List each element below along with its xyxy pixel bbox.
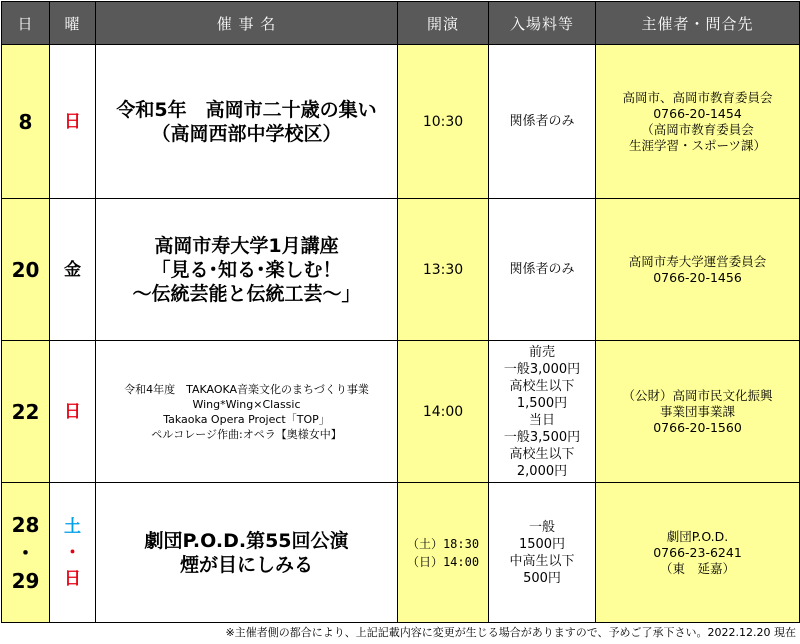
fee-line: 前売 [528, 344, 555, 360]
table-row [2, 341, 800, 483]
fee-line: 中高生以下 [509, 553, 575, 569]
event-name-line: Wing*Wing×Classic [192, 397, 301, 411]
weekday-cell [50, 483, 96, 623]
event-table [1, 1, 800, 623]
header-day: 日 [2, 2, 50, 45]
table-row [2, 483, 800, 623]
fee-line: 高校生以下 [509, 446, 575, 462]
weekday-separator: ・ [64, 542, 81, 563]
table-row [2, 199, 800, 341]
header-row [2, 2, 800, 45]
table-row [2, 45, 800, 199]
day-cell [2, 483, 50, 623]
fee-line: 2,000円 [516, 463, 568, 479]
day-cell [2, 45, 50, 199]
weekday-cell [50, 45, 96, 199]
day-cell [2, 199, 50, 341]
organizer-cell [596, 199, 800, 341]
footer-note: ※主催者側の都合により、上記記載内容に変更が生じる場合がありますので、予めご了承下さい。2022.12.20 現在 [225, 626, 796, 639]
fee-cell [489, 341, 596, 483]
fee-line: 関係者のみ [509, 114, 575, 129]
weekday-cell [50, 341, 96, 483]
weekday-cell [50, 199, 96, 341]
fee-line: 500円 [523, 570, 561, 586]
fee-line: 関係者のみ [509, 262, 575, 277]
day-number: 22 [11, 399, 40, 424]
organizer-line: 事業団事業課 [659, 403, 735, 419]
organizer-line: 0766-20-1456 [653, 269, 742, 285]
organizer-line: 劇団P.O.D. [666, 528, 729, 544]
header-event: 催 事 名 [96, 2, 398, 45]
event-name-cell [96, 341, 398, 483]
event-name-line: 「見る･知る･楽しむ！ [151, 258, 342, 281]
event-name-cell [96, 199, 398, 341]
header-organizer: 主催者・問合先 [596, 2, 800, 45]
fee-line: 当日 [528, 412, 555, 428]
fee-cell [489, 45, 596, 199]
header-fee: 入場料等 [489, 2, 596, 45]
start-time-cell [398, 45, 489, 199]
start-time: 10:30 [422, 113, 464, 130]
start-time: （日）14:00 [406, 554, 480, 569]
day-number: 8 [18, 109, 33, 134]
event-name-line: 高岡市寿大学1月講座 [154, 234, 339, 257]
start-time-cell [398, 483, 489, 623]
fee-line: 一般3,000円 [503, 361, 581, 377]
organizer-line: 高岡市、高岡市教育委員会 [622, 89, 773, 105]
start-time-cell [398, 199, 489, 341]
fee-line: 一般3,500円 [503, 429, 581, 445]
event-name-line: 令和5年 高岡市二十歳の集い [116, 98, 377, 121]
event-name-line: ペルコレージ作曲:オペラ【奥様女中】 [151, 427, 342, 441]
day-separator: ・ [15, 540, 36, 565]
day-number: 28 [11, 512, 40, 537]
event-name-line: 令和4年度 TAKAOKA音楽文化のまちづくり事業 [124, 382, 369, 396]
organizer-cell [596, 341, 800, 483]
organizer-cell [596, 45, 800, 199]
fee-line: 一般 [528, 519, 555, 535]
start-time: （土）18:30 [406, 536, 480, 551]
event-name-line: （高岡西部中学校区） [151, 122, 342, 145]
weekday-label: 日 [64, 568, 81, 589]
header-start: 開演 [398, 2, 489, 45]
organizer-line: 高岡市寿大学運営委員会 [628, 253, 767, 269]
start-time: 14:00 [422, 403, 464, 420]
fee-line: 1,500円 [516, 395, 568, 411]
organizer-line: （公財）高岡市民文化振興 [622, 387, 773, 403]
day-cell [2, 341, 50, 483]
day-number: 20 [11, 257, 40, 282]
fee-cell [489, 483, 596, 623]
event-name-line: 煙が目にしみる [179, 553, 313, 576]
organizer-line: 0766-20-1560 [653, 419, 742, 435]
organizer-line: 0766-20-1454 [653, 105, 742, 121]
organizer-cell [596, 483, 800, 623]
fee-line: 高校生以下 [509, 378, 575, 394]
event-name-line: ～伝統芸能と伝統工芸～」 [132, 282, 361, 305]
event-name-cell [96, 45, 398, 199]
event-name-cell [96, 483, 398, 623]
start-time-cell [398, 341, 489, 483]
fee-cell [489, 199, 596, 341]
event-name-line: 劇団P.O.D.第55回公演 [144, 529, 349, 552]
day-number: 29 [11, 568, 40, 593]
weekday-label: 日 [64, 401, 81, 422]
header-weekday: 曜 [50, 2, 96, 45]
organizer-line: （東 延嘉） [659, 560, 735, 576]
start-time: 13:30 [422, 261, 464, 278]
fee-line: 1500円 [518, 536, 566, 552]
organizer-line: 生涯学習・スポーツ課） [628, 137, 766, 153]
weekday-label: 土 [64, 516, 81, 537]
weekday-label: 日 [64, 111, 81, 132]
event-name-line: Takaoka Opera Project「TOP」 [163, 412, 330, 426]
organizer-line: 0766-23-6241 [653, 544, 742, 560]
organizer-line: （高岡市教育委員会 [641, 121, 754, 137]
weekday-label: 金 [64, 259, 81, 280]
